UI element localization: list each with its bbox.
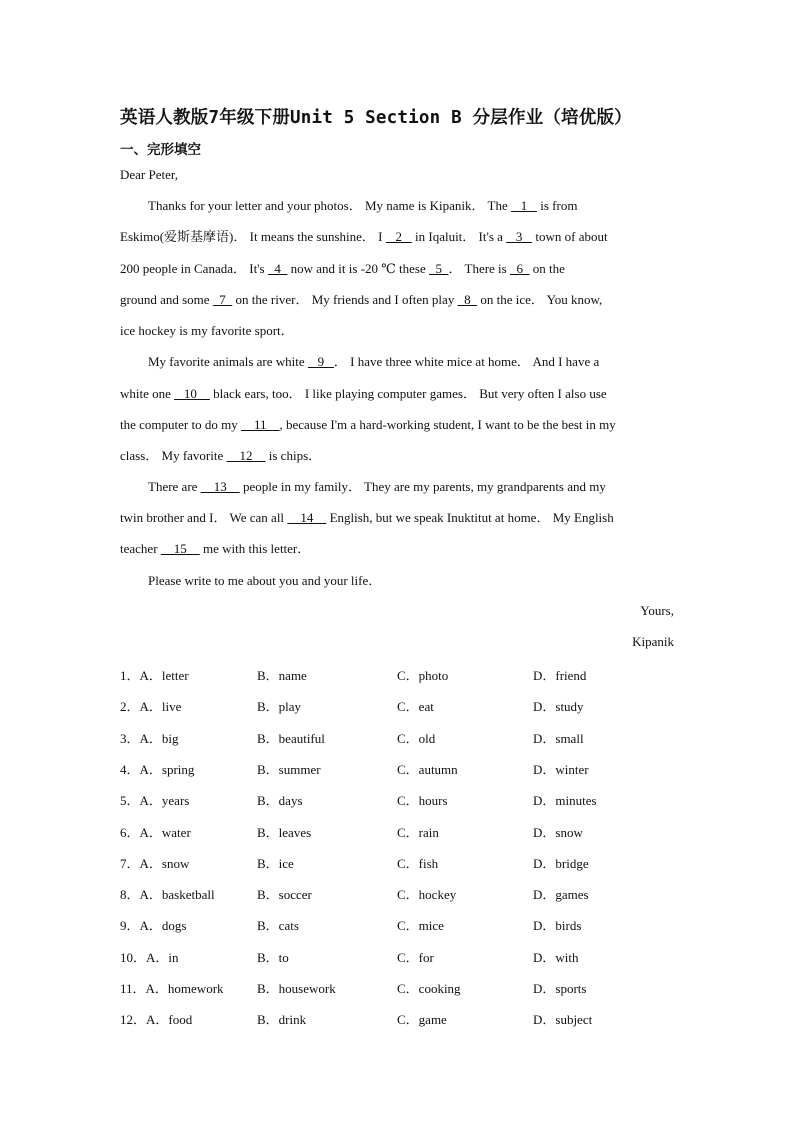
blank-3: 3 bbox=[506, 229, 533, 244]
option-b: B．ice bbox=[257, 855, 294, 871]
text: on the river． My friends and I often play bbox=[232, 292, 458, 307]
text: English, but we speak Inuktitut at home． My English bbox=[326, 510, 614, 525]
question-row bbox=[120, 947, 680, 965]
question-number: 6． bbox=[120, 824, 140, 840]
question-number-and-option-a bbox=[120, 665, 189, 684]
text: class． My favorite bbox=[120, 448, 227, 463]
option-a: A．dogs bbox=[139, 918, 187, 934]
option-b: B．soccer bbox=[257, 887, 312, 903]
paragraph-1-line-2 bbox=[120, 228, 608, 246]
option-b: B．drink bbox=[257, 1012, 307, 1028]
text: My favorite animals are white bbox=[148, 354, 308, 369]
question-row bbox=[120, 884, 680, 902]
blank-6: 6 bbox=[509, 261, 530, 276]
text: ． I have three white mice at home． And I have a bbox=[333, 354, 600, 369]
text: white one bbox=[120, 386, 175, 401]
paragraph-2-line-1 bbox=[148, 353, 599, 371]
option-b: B．cats bbox=[257, 918, 299, 934]
blank-1: 1 bbox=[510, 198, 537, 213]
option-d: D．with bbox=[533, 949, 579, 965]
option-c: C．for bbox=[397, 949, 434, 965]
question-number: 7． bbox=[120, 855, 140, 871]
option-c: C．eat bbox=[397, 699, 434, 715]
text: the computer to do my bbox=[120, 417, 241, 432]
question-row bbox=[120, 728, 680, 746]
text: There are bbox=[148, 479, 201, 494]
option-b: B．to bbox=[257, 949, 289, 965]
option-a: A．big bbox=[139, 730, 179, 746]
question-number: 12． bbox=[120, 1012, 147, 1028]
question-row bbox=[120, 790, 680, 808]
text: is chips． bbox=[265, 448, 322, 463]
blank-5: 5 bbox=[428, 261, 449, 276]
option-c: C．cooking bbox=[397, 981, 461, 996]
document-title: 英语人教版7年级下册Unit 5 Section B 分层作业（培优版） bbox=[120, 108, 632, 128]
blank-12: 12 bbox=[226, 448, 266, 463]
paragraph-3-line-1 bbox=[148, 478, 606, 496]
option-d: D．small bbox=[533, 730, 584, 746]
text: is from bbox=[536, 198, 578, 213]
option-c: C．hours bbox=[397, 793, 448, 809]
question-number-and-option-a bbox=[120, 759, 194, 778]
question-number-and-option-a bbox=[120, 822, 191, 841]
letter-signature: Kipanik bbox=[632, 634, 674, 649]
paragraph-4: Please write to me about you and your life． bbox=[148, 573, 382, 588]
text: on the ice． You know, bbox=[477, 292, 603, 307]
blank-2: 2 bbox=[385, 229, 412, 244]
question-row bbox=[120, 665, 680, 683]
text: ground and some bbox=[120, 292, 213, 307]
paragraph-2-line-2 bbox=[120, 385, 607, 403]
option-a: A．water bbox=[139, 824, 191, 840]
option-c: C．rain bbox=[397, 824, 439, 840]
question-number-and-option-a bbox=[120, 915, 186, 934]
option-a: A．food bbox=[146, 1012, 193, 1028]
option-d: D．study bbox=[533, 699, 584, 715]
question-number: 2． bbox=[120, 699, 140, 715]
paragraph-2-line-3 bbox=[120, 416, 616, 434]
question-number: 4． bbox=[120, 761, 140, 777]
option-d: D．subject bbox=[533, 1012, 593, 1028]
text: black ears, too． I like playing computer games． But very often I also use bbox=[209, 386, 607, 401]
text: town of about bbox=[532, 229, 608, 244]
option-c: C．mice bbox=[397, 918, 444, 934]
option-d: D．snow bbox=[533, 824, 583, 840]
text: now and it is -20 ℃ these bbox=[287, 261, 429, 276]
blank-13: 13 bbox=[200, 479, 240, 494]
option-b: B．beautiful bbox=[257, 730, 325, 746]
question-number: 11． bbox=[120, 981, 146, 996]
option-b: B．summer bbox=[257, 761, 321, 777]
question-number-and-option-a bbox=[120, 947, 179, 966]
option-d: D．sports bbox=[533, 981, 587, 996]
paragraph-3-line-2 bbox=[120, 509, 614, 527]
section-heading: 一、完形填空 bbox=[120, 142, 201, 158]
question-row bbox=[120, 1009, 680, 1027]
text: , because I'm a hard-working student, I want to be the best in my bbox=[279, 417, 616, 432]
option-b: B．days bbox=[257, 793, 303, 809]
question-number: 9． bbox=[120, 918, 140, 934]
question-row bbox=[120, 853, 680, 871]
question-row bbox=[120, 696, 680, 714]
paragraph-1-line-3 bbox=[120, 260, 565, 278]
option-a: A．homework bbox=[145, 981, 224, 996]
option-a: A．basketball bbox=[139, 887, 215, 903]
question-number-and-option-a bbox=[120, 790, 189, 809]
blank-7: 7 bbox=[212, 292, 233, 307]
option-a: A．snow bbox=[139, 855, 190, 871]
option-c: C．old bbox=[397, 730, 436, 746]
text: twin brother and I． We can all bbox=[120, 510, 288, 525]
blank-14: 14 bbox=[287, 510, 327, 525]
blank-11: 11 bbox=[240, 417, 280, 432]
option-a: A．years bbox=[139, 793, 190, 809]
text: on the bbox=[529, 261, 565, 276]
option-b: B．housework bbox=[257, 981, 336, 996]
option-a: A．letter bbox=[139, 668, 189, 683]
blank-4: 4 bbox=[267, 261, 288, 276]
option-c: C．game bbox=[397, 1012, 447, 1028]
paragraph-2-line-4 bbox=[120, 447, 321, 465]
blank-9: 9 bbox=[307, 354, 334, 369]
paragraph-1-line-5: ice hockey is my favorite sport． bbox=[120, 323, 294, 338]
blank-8: 8 bbox=[457, 292, 478, 307]
question-number-and-option-a bbox=[120, 1009, 192, 1028]
question-number-and-option-a bbox=[120, 884, 215, 903]
option-d: D．friend bbox=[533, 668, 587, 683]
paragraph-1-line-4 bbox=[120, 291, 602, 309]
option-c: C．photo bbox=[397, 668, 449, 683]
option-d: D．minutes bbox=[533, 793, 597, 809]
blank-15: 15 bbox=[160, 541, 200, 556]
question-row bbox=[120, 759, 680, 777]
letter-greeting: Dear Peter, bbox=[120, 167, 178, 182]
option-a: A．live bbox=[139, 699, 182, 715]
paragraph-1-line-1 bbox=[148, 197, 577, 215]
option-b: B．play bbox=[257, 699, 302, 715]
option-c: C．fish bbox=[397, 855, 439, 871]
option-b: B．name bbox=[257, 668, 307, 683]
text: Eskimo(爱斯基摩语)． It means the sunshine． I bbox=[120, 229, 386, 244]
text: ． There is bbox=[448, 261, 510, 276]
question-number: 8． bbox=[120, 887, 140, 903]
blank-10: 10 bbox=[174, 386, 210, 401]
option-d: D．winter bbox=[533, 761, 589, 777]
question-row bbox=[120, 822, 680, 840]
option-d: D．games bbox=[533, 887, 589, 903]
option-a: A．spring bbox=[139, 761, 195, 777]
question-number: 5． bbox=[120, 793, 140, 809]
question-number: 1． bbox=[120, 668, 140, 683]
option-c: C．autumn bbox=[397, 761, 458, 777]
question-number-and-option-a bbox=[120, 728, 179, 747]
question-row bbox=[120, 915, 680, 933]
letter-closing: Yours, bbox=[640, 603, 674, 618]
option-d: D．bridge bbox=[533, 855, 589, 871]
option-d: D．birds bbox=[533, 918, 582, 934]
question-number: 10． bbox=[120, 949, 147, 965]
question-row bbox=[120, 978, 680, 996]
text: in Iqaluit． It's a bbox=[411, 229, 507, 244]
option-c: C．hockey bbox=[397, 887, 457, 903]
text: people in my family． They are my parents, my grandparents and my bbox=[239, 479, 606, 494]
question-number-and-option-a bbox=[120, 978, 224, 997]
option-b: B．leaves bbox=[257, 824, 312, 840]
text: 200 people in Canada． It's bbox=[120, 261, 268, 276]
option-a: A．in bbox=[146, 949, 179, 965]
question-number-and-option-a bbox=[120, 696, 181, 715]
question-number: 3． bbox=[120, 730, 140, 746]
paragraph-3-line-3 bbox=[120, 540, 310, 558]
question-number-and-option-a bbox=[120, 853, 189, 872]
text: me with this letter． bbox=[199, 541, 311, 556]
text: Thanks for your letter and your photos． My name is Kipanik． The bbox=[148, 198, 511, 213]
text: teacher bbox=[120, 541, 161, 556]
